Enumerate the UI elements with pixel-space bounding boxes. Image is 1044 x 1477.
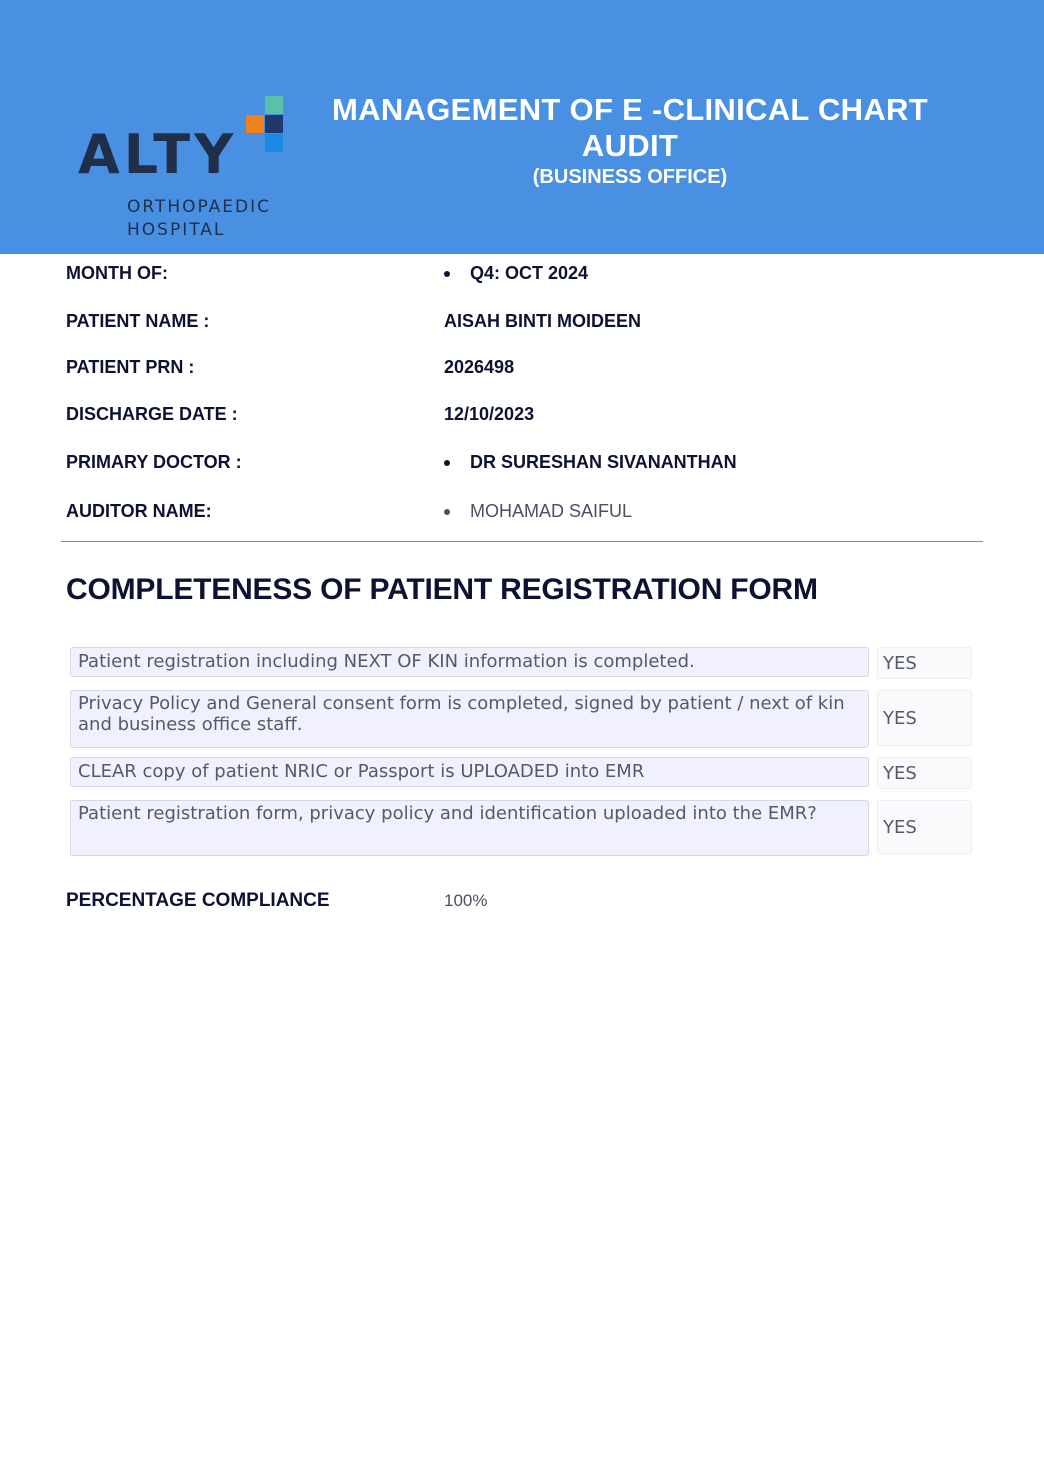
info-value: MOHAMAD SAIFUL xyxy=(470,501,633,521)
checklist-question: Privacy Policy and General consent form is completed, signed by patient / next of kin and business office staff. xyxy=(70,690,869,748)
logo-word: ALTY xyxy=(78,123,238,186)
bullet-icon xyxy=(444,509,450,515)
checklist-answer[interactable]: YES xyxy=(877,690,972,746)
percentage-compliance-value: 100% xyxy=(444,891,488,910)
header-banner xyxy=(0,0,1044,254)
info-label: PATIENT NAME : xyxy=(66,311,210,331)
percentage-compliance-label: PERCENTAGE COMPLIANCE xyxy=(66,890,330,911)
bullet-icon xyxy=(444,271,450,277)
checklist-question: CLEAR copy of patient NRIC or Passport is UPLOADED into EMR xyxy=(70,757,869,787)
title-subtitle: (BUSINESS OFFICE) xyxy=(532,166,728,188)
info-row-discharge-date xyxy=(66,404,966,432)
checklist-answer[interactable]: YES xyxy=(877,800,972,854)
hospital-logo xyxy=(74,92,294,242)
info-value: 2026498 xyxy=(444,357,515,377)
info-label: AUDITOR NAME: xyxy=(66,501,212,521)
info-row-patient-prn xyxy=(66,357,966,385)
bullet-icon xyxy=(444,460,450,466)
info-row-auditor-name xyxy=(66,501,966,529)
info-row-patient-name xyxy=(66,311,966,339)
info-row-primary-doctor xyxy=(66,452,966,480)
checklist-answer[interactable]: YES xyxy=(877,647,972,679)
section-title: COMPLETENESS OF PATIENT REGISTRATION FORM xyxy=(66,573,818,606)
document-title xyxy=(305,92,955,190)
info-value: AISAH BINTI MOIDEEN xyxy=(444,311,642,331)
info-row-month xyxy=(66,263,966,291)
checklist-question: Patient registration form, privacy policy and identification uploaded into the EMR? xyxy=(70,800,869,856)
info-value: 12/10/2023 xyxy=(444,404,535,424)
info-value: DR SURESHAN SIVANANTHAN xyxy=(470,452,737,472)
info-value: Q4: OCT 2024 xyxy=(470,263,589,283)
info-label: MONTH OF: xyxy=(66,263,168,283)
logo-cross-icon xyxy=(244,94,288,154)
checklist-question: Patient registration including NEXT OF KIN information is completed. xyxy=(70,647,869,677)
checklist-answer[interactable]: YES xyxy=(877,757,972,789)
info-label: PRIMARY DOCTOR : xyxy=(66,452,242,472)
logo-subtitle xyxy=(127,196,271,242)
title-line-2: AUDIT xyxy=(581,128,679,163)
divider xyxy=(61,541,983,542)
title-line-1: MANAGEMENT OF E -CLINICAL CHART xyxy=(332,92,928,127)
logo-line-1: ORTHOPAEDIC xyxy=(127,197,272,217)
info-label: DISCHARGE DATE : xyxy=(66,404,238,424)
logo-line-2: HOSPITAL xyxy=(127,220,226,240)
info-label: PATIENT PRN : xyxy=(66,357,195,377)
